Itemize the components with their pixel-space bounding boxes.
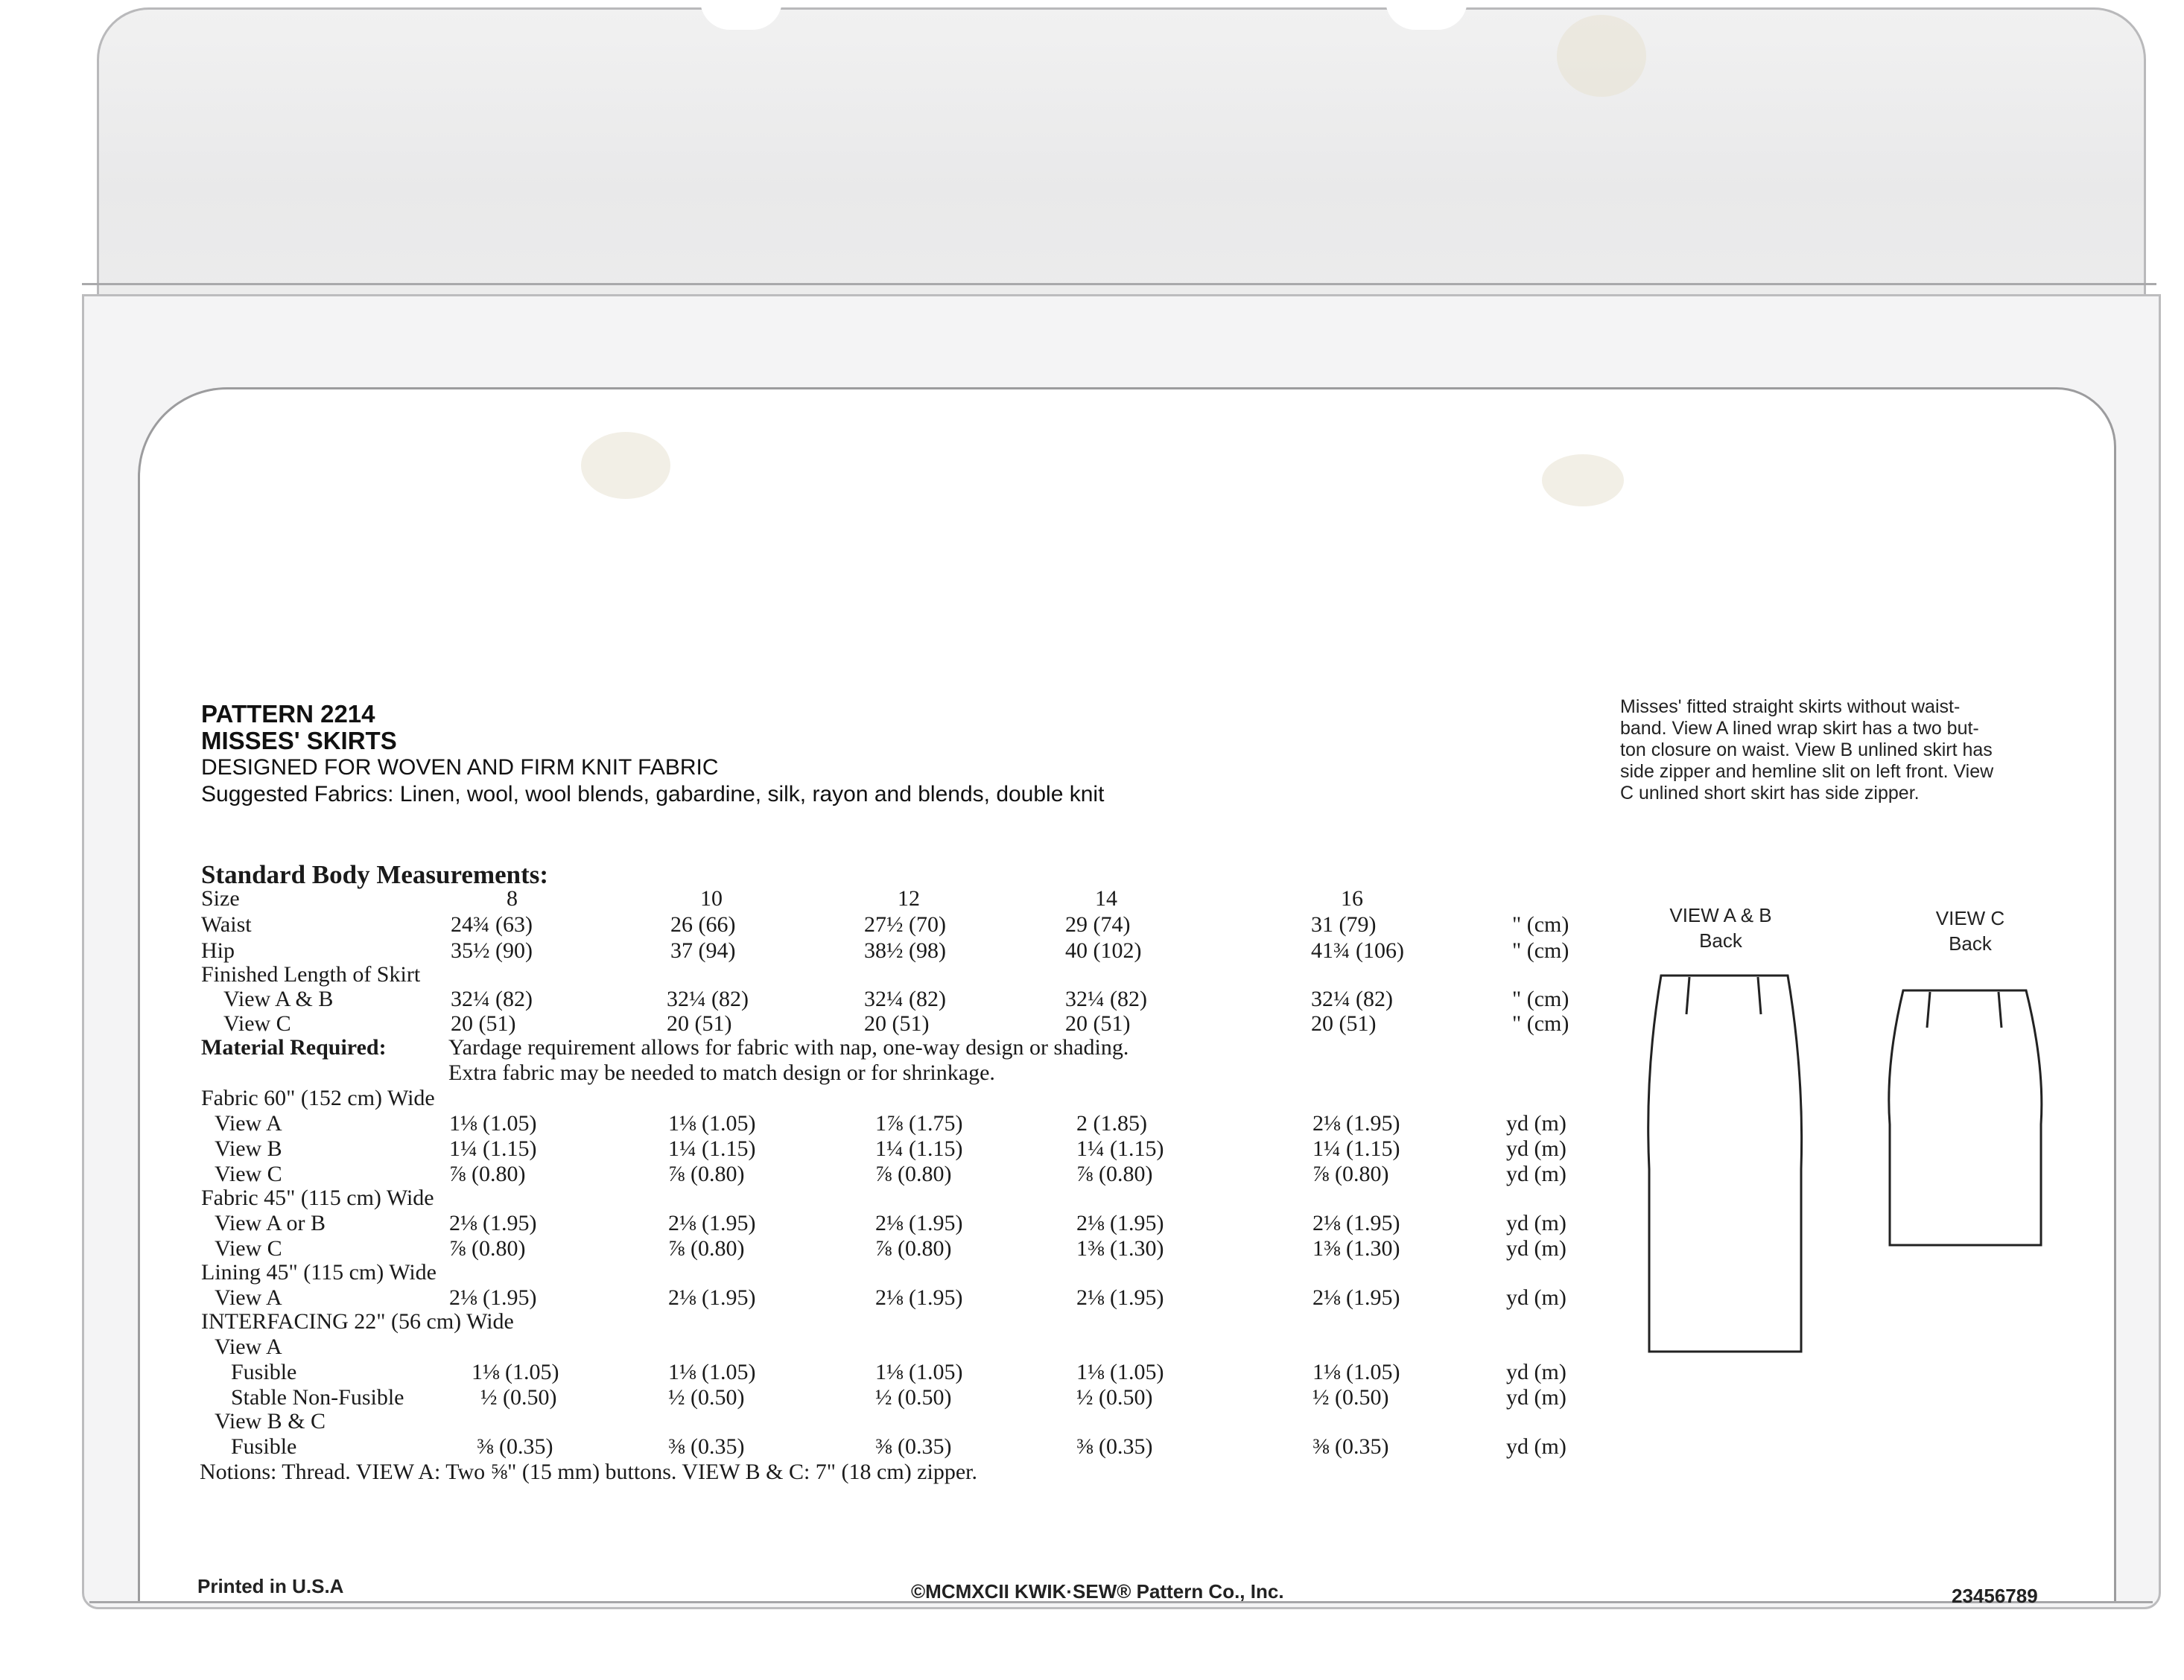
table-row (0, 1111, 2184, 1136)
table-row (0, 1334, 2184, 1360)
table-cell: 1⅛ (1.05) (1312, 1360, 1400, 1384)
table-cell: ½ (0.50) (668, 1385, 745, 1410)
pattern-title: MISSES' SKIRTS (201, 727, 397, 754)
table-cell: 2⅛ (1.95) (449, 1211, 537, 1235)
table-row (0, 1434, 2184, 1460)
unit-cell: yd (m) (1506, 1236, 1566, 1261)
sub-section-label: View B & C (215, 1409, 326, 1434)
table-cell: ⅞ (0.80) (1312, 1162, 1389, 1186)
table-cell: ½ (0.50) (1076, 1385, 1153, 1410)
table-cell: 40 (102) (1065, 938, 1142, 963)
section-label: Lining 45" (115 cm) Wide (201, 1260, 437, 1285)
row-label: Stable Non-Fusible (231, 1385, 404, 1410)
table-cell: 2⅛ (1.95) (1312, 1285, 1400, 1310)
pattern-number: PATTERN 2214 (201, 700, 375, 728)
table-cell: 1⅛ (1.05) (1076, 1360, 1164, 1384)
stain-mark (581, 432, 670, 499)
table-cell: 27½ (70) (864, 912, 946, 937)
view-c-sub: Back (1949, 932, 1992, 955)
skirt-description: Misses' fitted straight skirts without waist- band. View A lined wrap skirt has a two but- ton closure on waist. View B unlined skirt has side zipper and hemline slit on left front. View C unlined short skirt has side zipper. (1620, 696, 1994, 804)
size-header: 16 (1341, 886, 1363, 911)
table-row (0, 987, 2184, 1012)
unit-cell: yd (m) (1506, 1162, 1566, 1186)
table-cell: 38½ (98) (864, 938, 946, 963)
table-row (0, 962, 2184, 987)
section-label: Finished Length of Skirt (201, 962, 421, 987)
table-row (0, 938, 2184, 964)
unit-cell: yd (m) (1506, 1136, 1566, 1161)
row-label: View A or B (215, 1211, 326, 1235)
table-cell: 20 (51) (667, 1011, 732, 1036)
table-row (0, 1460, 2184, 1485)
table-cell: ⅞ (0.80) (668, 1236, 745, 1261)
stain-mark (1557, 15, 1646, 97)
pattern-code: 23456789 (1952, 1585, 2038, 1607)
table-row (0, 886, 2184, 911)
row-label: View C (215, 1236, 282, 1261)
table-cell: 20 (51) (1065, 1011, 1131, 1036)
table-cell: 2 (1.85) (1076, 1111, 1147, 1136)
unit-cell: yd (m) (1506, 1285, 1566, 1310)
table-cell: 32¼ (82) (1311, 987, 1393, 1011)
notions-text: Notions: Thread. VIEW A: Two ⅝" (15 mm) buttons. VIEW B & C: 7" (18 cm) zipper. (200, 1460, 977, 1484)
table-row (0, 1385, 2184, 1410)
unit-cell: " (cm) (1512, 987, 1569, 1011)
table-row (0, 1260, 2184, 1285)
unit-cell: yd (m) (1506, 1211, 1566, 1235)
view-ab-label (1624, 903, 1818, 953)
table-cell: ⅞ (0.80) (449, 1236, 526, 1261)
table-row (0, 1086, 2184, 1111)
table-cell: 32¼ (82) (451, 987, 533, 1011)
table-row (0, 1011, 2184, 1037)
stain-mark (1542, 454, 1624, 506)
envelope-flap (97, 7, 2146, 310)
table-cell: ⅞ (0.80) (875, 1162, 952, 1186)
table-row (0, 1060, 2184, 1086)
table-cell: ⅜ (0.35) (477, 1434, 553, 1459)
table-cell: ⅞ (0.80) (449, 1162, 526, 1186)
table-cell: 2⅛ (1.95) (875, 1211, 963, 1235)
table-row (0, 1162, 2184, 1187)
table-cell: ⅜ (0.35) (1312, 1434, 1389, 1459)
row-label: View A & B (223, 987, 334, 1011)
size-header: 14 (1095, 886, 1117, 911)
sub-section-label: View A (215, 1334, 282, 1359)
view-ab-title: VIEW A & B (1669, 904, 1772, 926)
table-cell: 41¾ (106) (1311, 938, 1404, 963)
table-row (0, 1136, 2184, 1162)
table-cell: 2⅛ (1.95) (1076, 1285, 1164, 1310)
size-label: Size (201, 886, 240, 911)
table-cell: ⅜ (0.35) (875, 1434, 952, 1459)
table-cell: 1⅜ (1.30) (1312, 1236, 1400, 1261)
table-cell: 35½ (90) (451, 938, 533, 963)
suggested-fabrics: Suggested Fabrics: Linen, wool, wool blends, gabardine, silk, rayon and blends, double knit (201, 782, 1105, 806)
table-cell: 2⅛ (1.95) (1076, 1211, 1164, 1235)
table-cell: 20 (51) (1311, 1011, 1377, 1036)
table-row (0, 1409, 2184, 1434)
row-label: View A (215, 1285, 282, 1310)
size-header: 10 (700, 886, 723, 911)
table-row (0, 1285, 2184, 1311)
table-cell: ½ (0.50) (1312, 1385, 1389, 1410)
measurements-heading: Standard Body Measurements: (201, 860, 549, 889)
table-cell: 2⅛ (1.95) (449, 1285, 537, 1310)
pattern-header (201, 701, 1104, 808)
table-row (0, 1309, 2184, 1334)
skirt-ab-drawing (1639, 968, 1810, 1359)
table-cell: 1¼ (1.15) (1312, 1136, 1400, 1161)
unit-cell: " (cm) (1512, 938, 1569, 963)
table-cell: 2⅛ (1.95) (668, 1211, 756, 1235)
measurements-heading-row (0, 860, 2184, 889)
table-cell: 1⅛ (1.05) (472, 1360, 559, 1384)
unit-cell: yd (m) (1506, 1111, 1566, 1136)
table-cell: ½ (0.50) (480, 1385, 557, 1410)
table-cell: 1¼ (1.15) (449, 1136, 537, 1161)
table-cell: 37 (94) (670, 938, 736, 963)
material-note: Extra fabric may be needed to match design or for shrinkage. (448, 1060, 995, 1085)
table-cell: 31 (79) (1311, 912, 1377, 937)
table-cell: ⅜ (0.35) (668, 1434, 745, 1459)
table-cell: 32¼ (82) (1065, 987, 1147, 1011)
table-cell: 20 (51) (451, 1011, 516, 1036)
row-label: View C (223, 1011, 291, 1036)
row-label: View B (215, 1136, 282, 1161)
table-row (0, 912, 2184, 938)
table-row (0, 1360, 2184, 1385)
table-row (0, 1236, 2184, 1261)
unit-cell: " (cm) (1512, 912, 1569, 937)
table-cell: 1⅛ (1.05) (668, 1360, 756, 1384)
table-cell: 1⅜ (1.30) (1076, 1236, 1164, 1261)
size-header: 12 (898, 886, 920, 911)
section-label: INTERFACING 22" (56 cm) Wide (201, 1309, 514, 1334)
table-row (0, 1186, 2184, 1211)
table-cell: 26 (66) (670, 912, 736, 937)
table-cell: 2⅛ (1.95) (668, 1285, 756, 1310)
table-cell: ⅞ (0.80) (668, 1162, 745, 1186)
table-cell: 1⅛ (1.05) (875, 1360, 963, 1384)
table-cell: 24¾ (63) (451, 912, 533, 937)
designed-for: DESIGNED FOR WOVEN AND FIRM KNIT FABRIC (201, 755, 719, 780)
table-cell: 2⅛ (1.95) (1312, 1111, 1400, 1136)
printed-in: Printed in U.S.A (197, 1575, 344, 1597)
table-cell: 32¼ (82) (667, 987, 749, 1011)
size-header: 8 (507, 886, 518, 911)
material-heading: Material Required: (201, 1035, 387, 1060)
row-label: Hip (201, 938, 235, 963)
row-label: Waist (201, 912, 252, 937)
table-cell: ⅜ (0.35) (1076, 1434, 1153, 1459)
unit-cell: " (cm) (1512, 1011, 1569, 1036)
table-cell: 1¼ (1.15) (875, 1136, 963, 1161)
material-note: Yardage requirement allows for fabric with nap, one-way design or shading. (448, 1035, 1129, 1060)
table-cell: 2⅛ (1.95) (1312, 1211, 1400, 1235)
table-cell: ⅞ (0.80) (1076, 1162, 1153, 1186)
view-c-label (1877, 906, 2063, 956)
table-cell: ½ (0.50) (875, 1385, 952, 1410)
row-label: Fusible (231, 1434, 297, 1459)
row-label: View C (215, 1162, 282, 1186)
row-label: Fusible (231, 1360, 297, 1384)
table-cell: 1⅛ (1.05) (449, 1111, 537, 1136)
row-label: View A (215, 1111, 282, 1136)
view-ab-sub: Back (1699, 929, 1742, 952)
table-cell: 2⅛ (1.95) (875, 1285, 963, 1310)
table-cell: ⅞ (0.80) (875, 1236, 952, 1261)
copyright: ©MCMXCII KWIK·SEW® Pattern Co., Inc. (911, 1580, 1284, 1603)
unit-cell: yd (m) (1506, 1434, 1566, 1459)
table-cell: 1¼ (1.15) (1076, 1136, 1164, 1161)
table-cell: 29 (74) (1065, 912, 1131, 937)
table-cell: 1⅛ (1.05) (668, 1111, 756, 1136)
table-row (0, 1211, 2184, 1236)
table-cell: 1¼ (1.15) (668, 1136, 756, 1161)
unit-cell: yd (m) (1506, 1360, 1566, 1384)
table-row (0, 1035, 2184, 1060)
section-label: Fabric 45" (115 cm) Wide (201, 1186, 434, 1210)
unit-cell: yd (m) (1506, 1385, 1566, 1410)
table-cell: 20 (51) (864, 1011, 930, 1036)
table-cell: 32¼ (82) (864, 987, 946, 1011)
table-cell: 1⅞ (1.75) (875, 1111, 963, 1136)
skirt-c-drawing (1881, 983, 2048, 1253)
view-c-title: VIEW C (1935, 907, 2005, 929)
section-label: Fabric 60" (152 cm) Wide (201, 1086, 435, 1110)
